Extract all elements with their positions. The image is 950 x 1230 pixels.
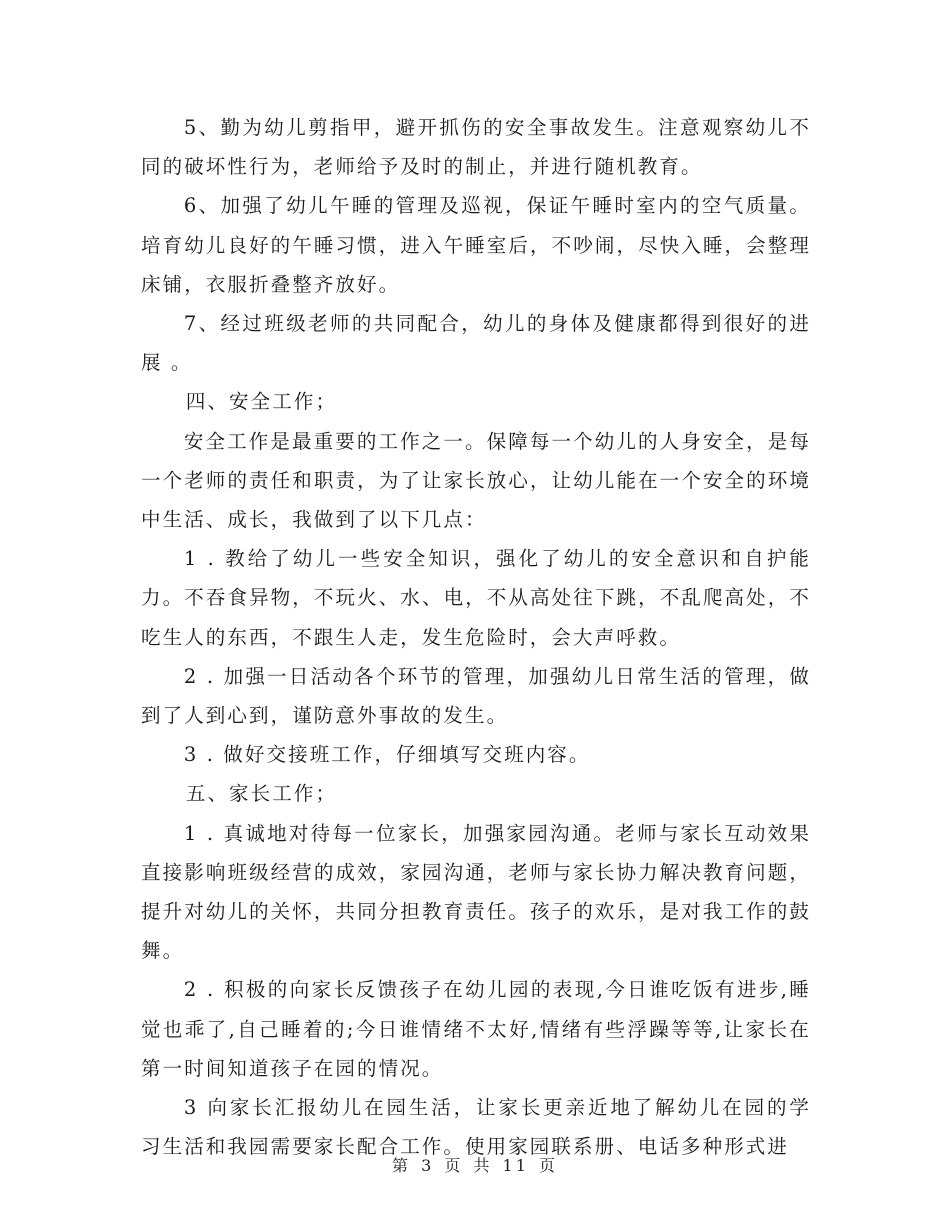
section-heading-parents: 五、家长工作； — [185, 782, 338, 806]
paragraph-item-6: 6、加强了幼儿午睡的管理及巡视，保证午睡时室内的空气质量。培育幼儿良好的午睡习惯，进入午睡室后，不吵闹，尽快入睡，会整理床铺，衣服折叠整齐放好。 — [141, 194, 811, 296]
paragraph-safety-intro: 安全工作是最重要的工作之一。保障每一个幼儿的人身安全，是每一个老师的责任和职责，为了让家长放心，让幼儿能在一个安全的环境中生活、成长，我做到了以下几点： — [141, 429, 811, 532]
paragraph-parents-1: 1 . 真诚地对待每一位家长，加强家园沟通。老师与家长互动效果直接影响班级经营的成效，家园沟通，老师与家长协力解决教育问题，提升对幼儿的关怀，共同分担教育责任。孩子的欢乐，是对我工作的鼓舞。 — [141, 821, 811, 963]
paragraph-item-5: 5、勤为幼儿剪指甲，避开抓伤的安全事故发生。注意观察幼儿不同的破坏性行为，老师给予及时的制止，并进行随机教育。 — [141, 116, 811, 179]
paragraph-safety-1: 1 . 教给了幼儿一些安全知识，强化了幼儿的安全意识和自护能力。不吞食异物，不玩火、水、电，不从高处往下跳，不乱爬高处，不吃生人的东西，不跟生人走，发生危险时，会大声呼救。 — [141, 547, 811, 649]
section-heading-safety: 四、安全工作； — [185, 390, 338, 414]
document-body — [141, 108, 811, 1166]
paragraph-safety-2: 2 . 加强一日活动各个环节的管理，加强幼儿日常生活的管理，做到了人到心到，谨防意外事故的发生。 — [141, 664, 811, 728]
page-number-footer: 第 3 页 共 11 页 — [392, 1156, 558, 1175]
paragraph-parents-2: 2 . 积极的向家长反馈孩子在幼儿园的表现,今日谁吃饭有进步,睡觉也乖了,自己睡着的;今日谁情绪不太好,情绪有些浮躁等等,让家长在第一时间知道孩子在园的情况。 — [141, 978, 811, 1080]
paragraph-item-7: 7、经过班级老师的共同配合，幼儿的身体及健康都得到很好的进展 。 — [141, 312, 811, 375]
paragraph-parents-3: 3 向家长汇报幼儿在园生活，让家长更亲近地了解幼儿在园的学习生活和我园需要家长配合工作。使用家园联系册、电话多种形式进 — [141, 1096, 811, 1159]
paragraph-safety-3: 3 . 做好交接班工作，仔细填写交班内容。 — [183, 743, 591, 767]
